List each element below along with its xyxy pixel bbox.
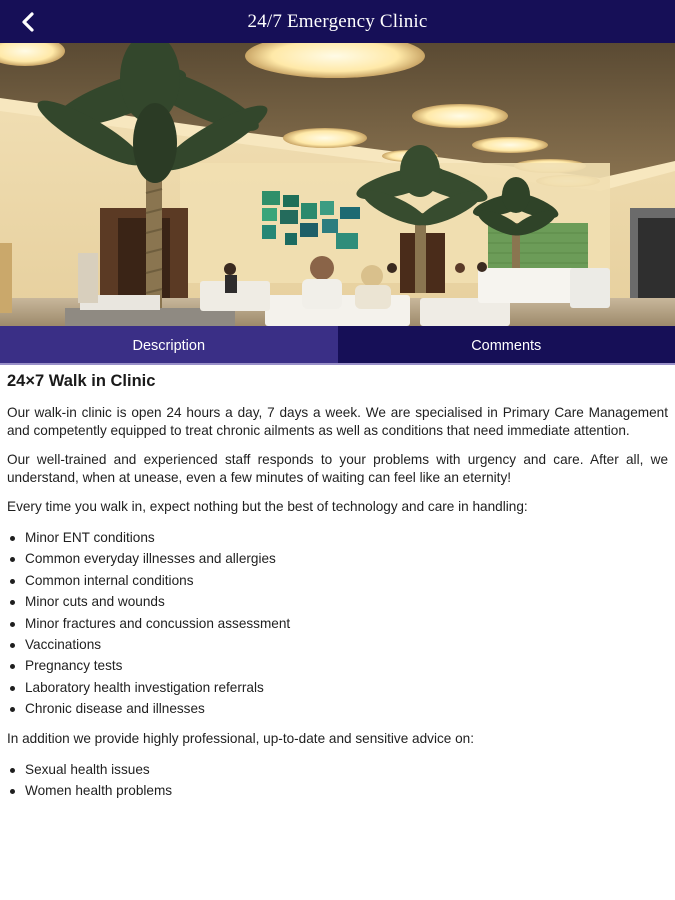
list-item: Minor fractures and concussion assessment bbox=[7, 613, 668, 634]
list-item: Common everyday illnesses and allergies bbox=[7, 548, 668, 569]
list-item: Vaccinations bbox=[7, 634, 668, 655]
staff-paragraph: Our well-trained and experienced staff responds to your problems with urgency and care. After all, we understand, when at unease, even a few minutes of waiting can feel like an eternity! bbox=[7, 452, 668, 485]
list-item: Laboratory health investigation referrals bbox=[7, 677, 668, 698]
page-title: 24/7 Emergency Clinic bbox=[247, 10, 428, 32]
list-item: Common internal conditions bbox=[7, 570, 668, 591]
advice-intro-paragraph: In addition we provide highly professional, up-to-date and sensitive advice on: bbox=[7, 730, 475, 746]
intro-paragraph: Our walk-in clinic is open 24 hours a day, 7 days a week. We are specialised in Primary Care Management and competently equipped to treat chronic ailments as well as conditions that need immediate attention. bbox=[7, 405, 668, 438]
article-heading: 24×7 Walk in Clinic bbox=[7, 372, 156, 390]
tab-divider bbox=[0, 363, 675, 365]
app-header bbox=[0, 0, 675, 43]
clinic-lobby-image bbox=[0, 43, 675, 326]
article-content bbox=[7, 372, 668, 811]
tab-comments[interactable]: Comments bbox=[338, 326, 675, 365]
chevron-left-icon bbox=[19, 11, 37, 33]
tab-bar bbox=[0, 326, 675, 365]
list-item: Chronic disease and illnesses bbox=[7, 698, 668, 719]
back-button[interactable] bbox=[12, 6, 44, 38]
tab-description[interactable]: Description bbox=[0, 326, 338, 365]
list-item: Sexual health issues bbox=[7, 759, 668, 780]
list-item: Women health problems bbox=[7, 780, 668, 801]
services-list bbox=[7, 527, 668, 720]
list-item: Minor cuts and wounds bbox=[7, 591, 668, 612]
list-item: Minor ENT conditions bbox=[7, 527, 668, 548]
services-intro-paragraph: Every time you walk in, expect nothing but the best of technology and care in handling: bbox=[7, 499, 528, 514]
advice-list bbox=[7, 759, 668, 802]
list-item: Pregnancy tests bbox=[7, 655, 668, 676]
